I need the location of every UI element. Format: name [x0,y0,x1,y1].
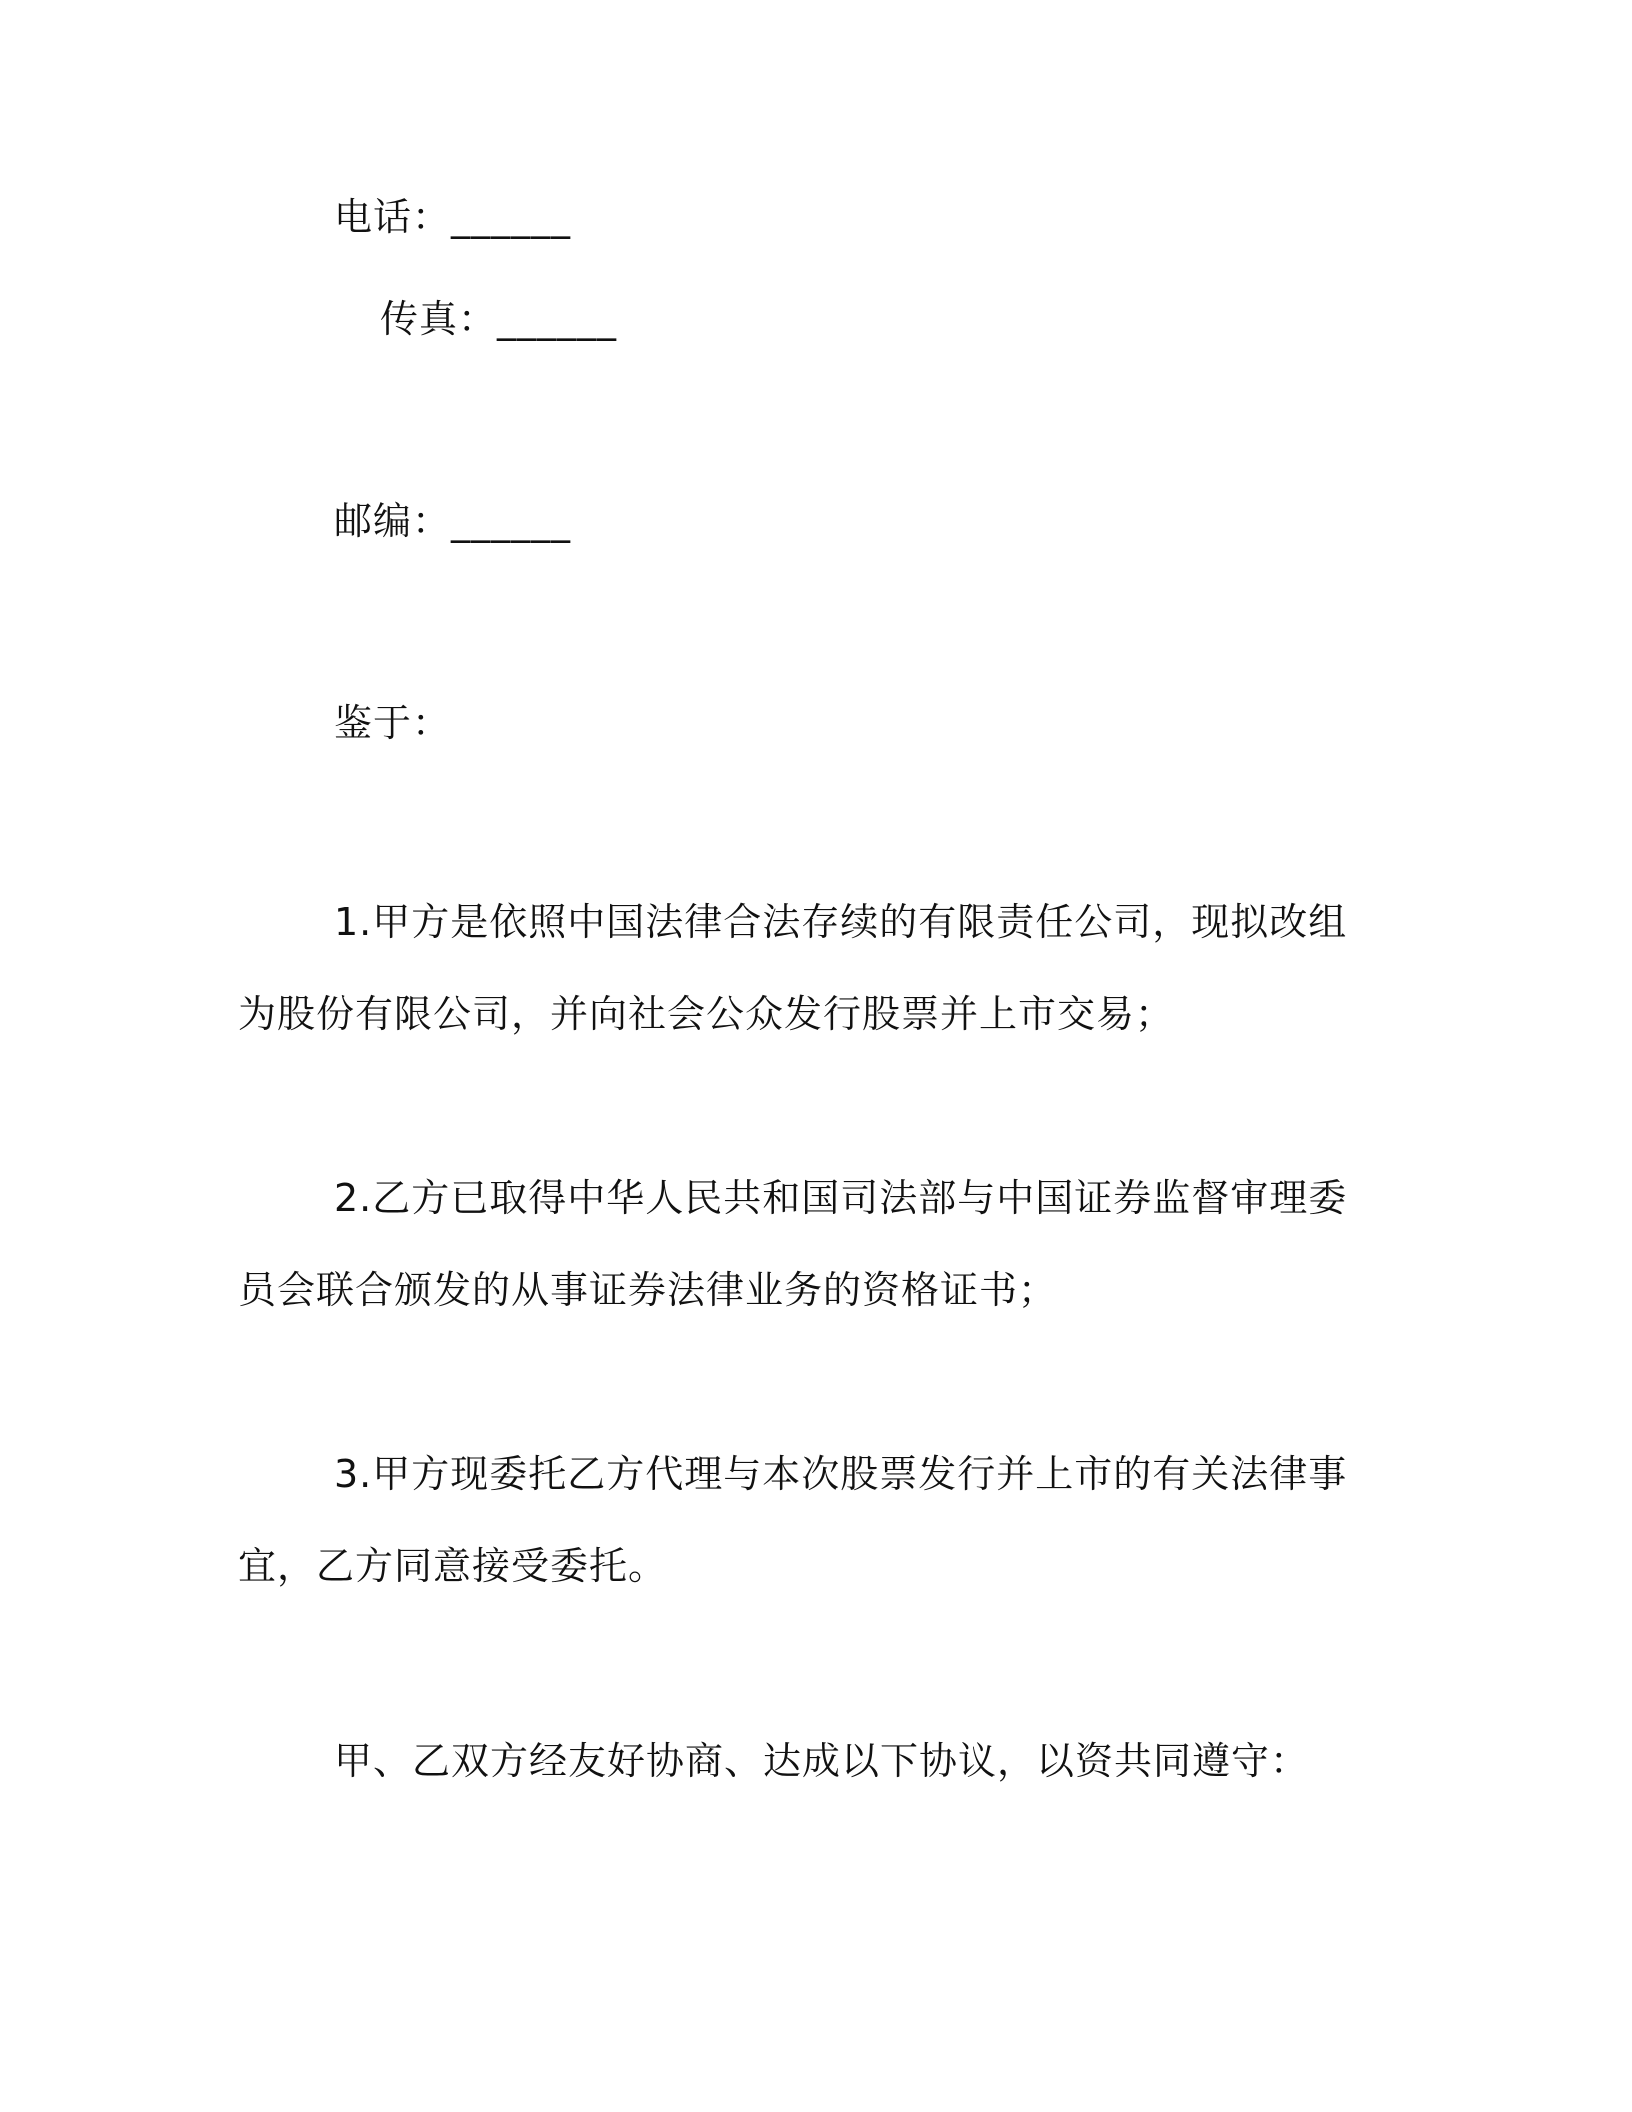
recital-2: 2.乙方已取得中华人民共和国司法部与中国证券监督审理委员会联合颁发的从事证券法律业务的资格证书； [238,1176,1348,1312]
agreement-intro: 甲、乙双方经友好协商、达成以下协议，以资共同遵守： [334,1739,1310,1783]
recital-3: 3.甲方现委托乙方代理与本次股票发行并上市的有关法律事宜，乙方同意接受委托。 [238,1452,1348,1588]
fax-line: 传真：______ [380,297,618,341]
postcode-line: 邮编：______ [334,499,572,543]
recital-1: 1.甲方是依照中国法律合法存续的有限责任公司，现拟改组为股份有限公司，并向社会公众发行股票并上市交易； [238,900,1348,1036]
phone-line: 电话：______ [334,195,572,239]
whereas-heading: 鉴于： [334,701,452,745]
